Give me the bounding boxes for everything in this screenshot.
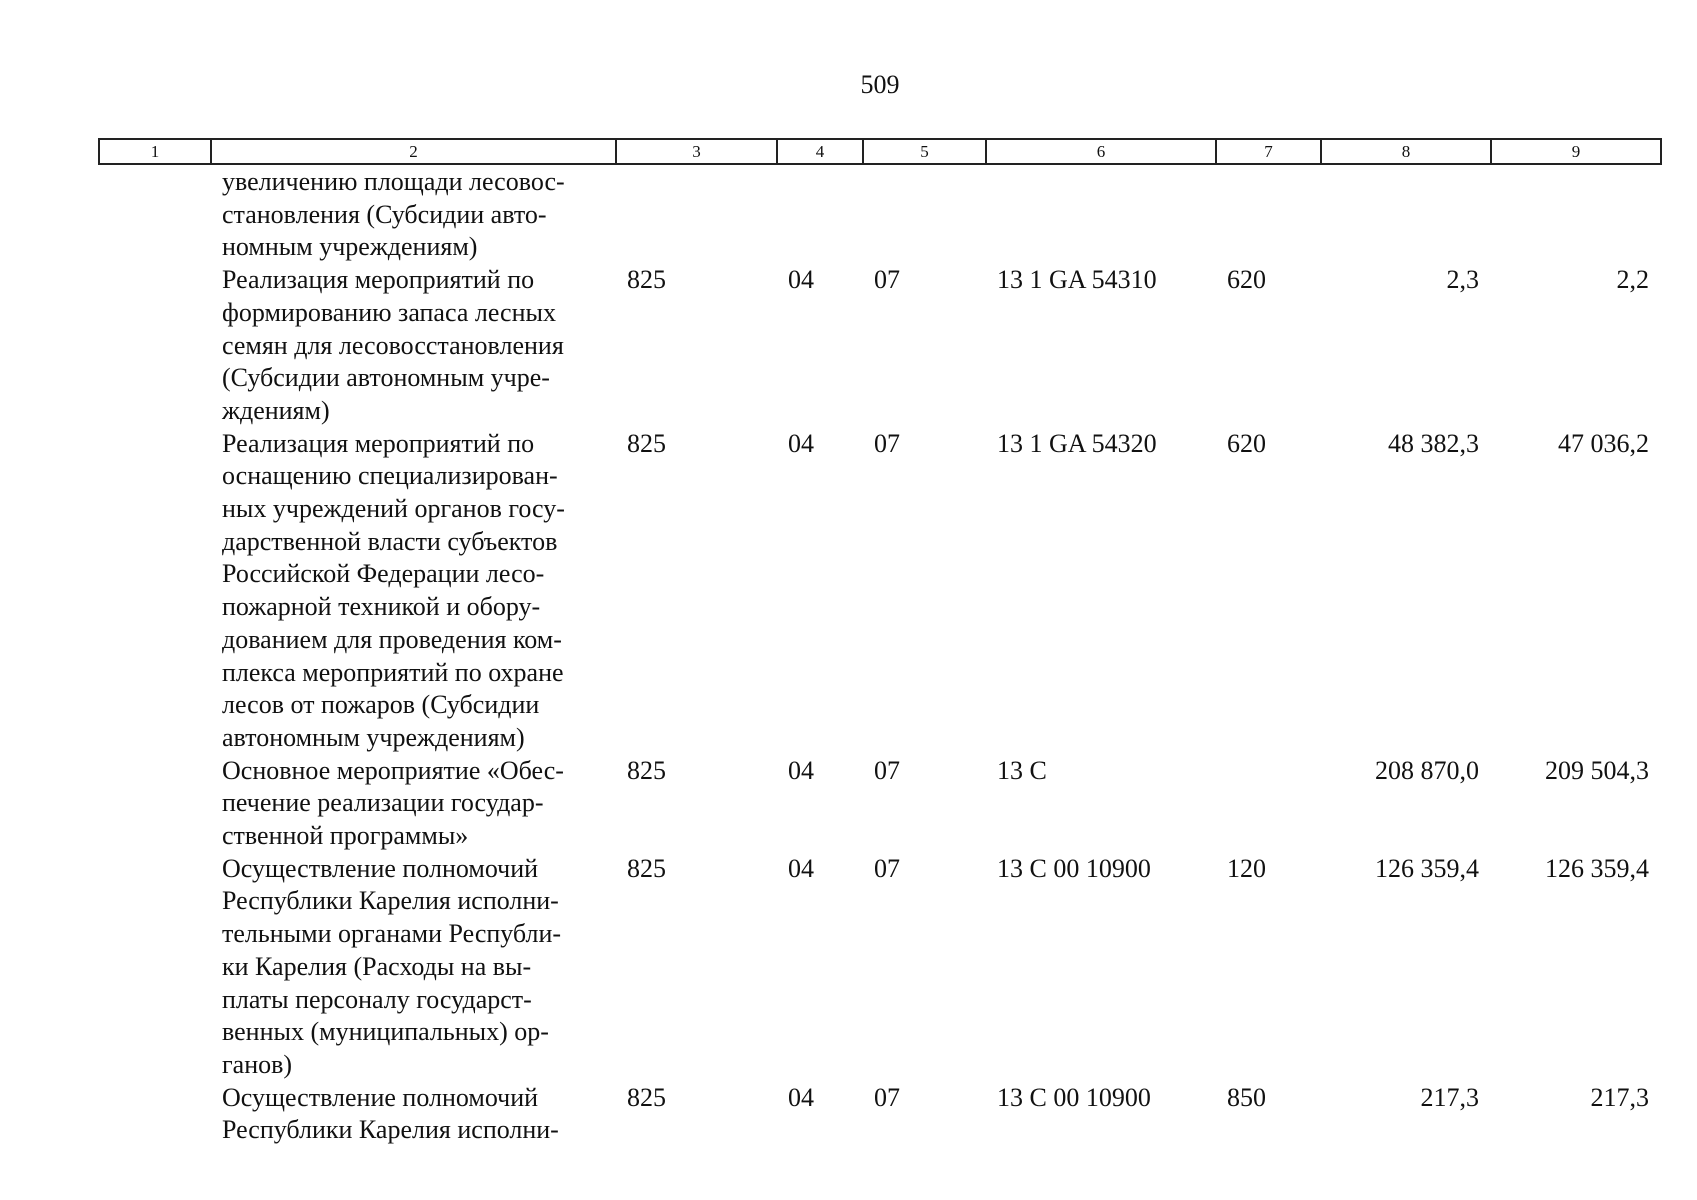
amount-year1-cell: 208 870,0 (1375, 755, 1479, 785)
expense-name-line: формированию запаса лесных (222, 297, 556, 327)
row-number-cell (98, 1082, 210, 1147)
row-number-cell (98, 166, 210, 264)
expense-type-cell (1215, 755, 1320, 853)
amount-year2-cell (1490, 166, 1660, 264)
row-number-cell (98, 755, 210, 853)
subsection-code-cell: 07 (874, 428, 900, 458)
header-cell-9: 9 (1491, 139, 1661, 164)
expense-type-cell: 120 (1227, 853, 1266, 883)
ministry-code-cell: 825 (627, 428, 666, 458)
ministry-code-cell (615, 166, 776, 264)
expense-name-line: Реализация мероприятий по (222, 265, 535, 295)
target-article-cell: 13 С 00 10900 (997, 1082, 1151, 1112)
expense-name-line: ждениям) (222, 395, 330, 425)
expense-name-cell (210, 428, 615, 755)
expense-name-line: Республики Карелия исполни- (222, 1115, 559, 1145)
target-article-cell: 13 1 GA 54320 (997, 428, 1157, 458)
target-article-cell: 13 С (997, 755, 1047, 785)
section-code-cell: 04 (788, 853, 814, 883)
expense-name-line: ных учреждений органов госу- (222, 494, 565, 524)
expense-name-line: Осуществление полномочий (222, 853, 539, 883)
table-row (98, 166, 1660, 264)
ministry-code-cell: 825 (627, 1082, 666, 1112)
header-cell-3: 3 (616, 139, 777, 164)
amount-year1-cell (1320, 166, 1490, 264)
expense-name-line: платы персоналу государст- (222, 984, 532, 1014)
expense-name-line: номным учреждениям) (222, 232, 478, 262)
header-cell-1: 1 (99, 139, 211, 164)
target-article-cell: 13 1 GA 54310 (997, 265, 1157, 295)
table-body (98, 166, 1660, 1147)
amount-year2-cell: 209 504,3 (1545, 755, 1649, 785)
expense-name-line: Основное мероприятие «Обес- (222, 755, 564, 785)
table-row (98, 755, 1660, 853)
expense-type-cell (1215, 166, 1320, 264)
amount-year2-cell: 217,3 (1590, 1082, 1649, 1112)
amount-year2-cell: 47 036,2 (1558, 428, 1649, 458)
expense-name-cell (210, 264, 615, 428)
expense-name-line: увеличению площади лесовос- (222, 167, 565, 196)
expense-name-cell (210, 755, 615, 853)
target-article-cell: 13 С 00 10900 (997, 853, 1151, 883)
expense-name-line: Республики Карелия исполни- (222, 886, 559, 916)
expense-name-line: становления (Субсидии авто- (222, 199, 547, 229)
section-code-cell: 04 (788, 265, 814, 295)
expense-name-line: плекса мероприятий по охране (222, 657, 564, 687)
expense-name-line: (Субсидии автономным учре- (222, 363, 550, 393)
expense-name-line: ственной программы» (222, 821, 469, 851)
subsection-code-cell: 07 (874, 1082, 900, 1112)
expense-name-line: венных (муниципальных) ор- (222, 1017, 549, 1047)
expense-type-cell: 620 (1227, 428, 1266, 458)
subsection-code-cell: 07 (874, 853, 900, 883)
budget-table (98, 166, 1660, 1147)
subsection-code-cell: 07 (874, 265, 900, 295)
expense-name-line: дарственной власти субъектов (222, 526, 558, 556)
ministry-code-cell: 825 (627, 755, 666, 785)
expense-name-line: ганов) (222, 1049, 293, 1079)
expense-name-line: Осуществление полномочий (222, 1082, 539, 1112)
row-number-cell (98, 428, 210, 755)
expense-name-line: печение реализации государ- (222, 788, 544, 818)
section-code-cell: 04 (788, 1082, 814, 1112)
table-row (98, 1082, 1660, 1147)
expense-name-cell (210, 166, 615, 264)
expense-type-cell: 620 (1227, 265, 1266, 295)
table-row (98, 853, 1660, 1082)
expense-type-cell: 850 (1227, 1082, 1266, 1112)
expense-name-cell (210, 853, 615, 1082)
header-cell-4: 4 (777, 139, 863, 164)
expense-name-line: семян для лесовосстановления (222, 330, 564, 360)
expense-name-line: Российской Федерации лесо- (222, 559, 545, 589)
subsection-code-cell (862, 166, 985, 264)
amount-year1-cell: 126 359,4 (1375, 853, 1479, 883)
subsection-code-cell: 07 (874, 755, 900, 785)
amount-year1-cell: 217,3 (1420, 1082, 1479, 1112)
header-cell-8: 8 (1321, 139, 1491, 164)
target-article-cell (985, 166, 1215, 264)
row-number-cell (98, 264, 210, 428)
column-number-header (98, 138, 1662, 165)
section-code-cell: 04 (788, 755, 814, 785)
ministry-code-cell: 825 (627, 265, 666, 295)
expense-name-cell (210, 1082, 615, 1147)
amount-year1-cell: 2,3 (1446, 265, 1479, 295)
row-number-cell (98, 853, 210, 1082)
ministry-code-cell: 825 (627, 853, 666, 883)
expense-name-line: пожарной техникой и обору- (222, 592, 541, 622)
amount-year2-cell: 2,2 (1616, 265, 1649, 295)
header-cell-7: 7 (1216, 139, 1321, 164)
amount-year1-cell: 48 382,3 (1388, 428, 1479, 458)
expense-name-line: автономным учреждениям) (222, 722, 525, 752)
amount-year2-cell: 126 359,4 (1545, 853, 1649, 883)
expense-name-line: оснащению специализирован- (222, 461, 558, 491)
section-code-cell: 04 (788, 428, 814, 458)
section-code-cell (776, 166, 862, 264)
expense-name-line: дованием для проведения ком- (222, 624, 562, 654)
page-number: 509 (860, 70, 900, 99)
header-cell-5: 5 (863, 139, 986, 164)
expense-name-line: Реализация мероприятий по (222, 428, 535, 458)
table-row (98, 428, 1660, 755)
header-cell-2: 2 (211, 139, 616, 164)
table-row (98, 264, 1660, 428)
expense-name-line: лесов от пожаров (Субсидии (222, 690, 540, 720)
expense-name-line: тельными органами Республи- (222, 919, 562, 949)
header-cell-6: 6 (986, 139, 1216, 164)
expense-name-line: ки Карелия (Расходы на вы- (222, 951, 532, 981)
